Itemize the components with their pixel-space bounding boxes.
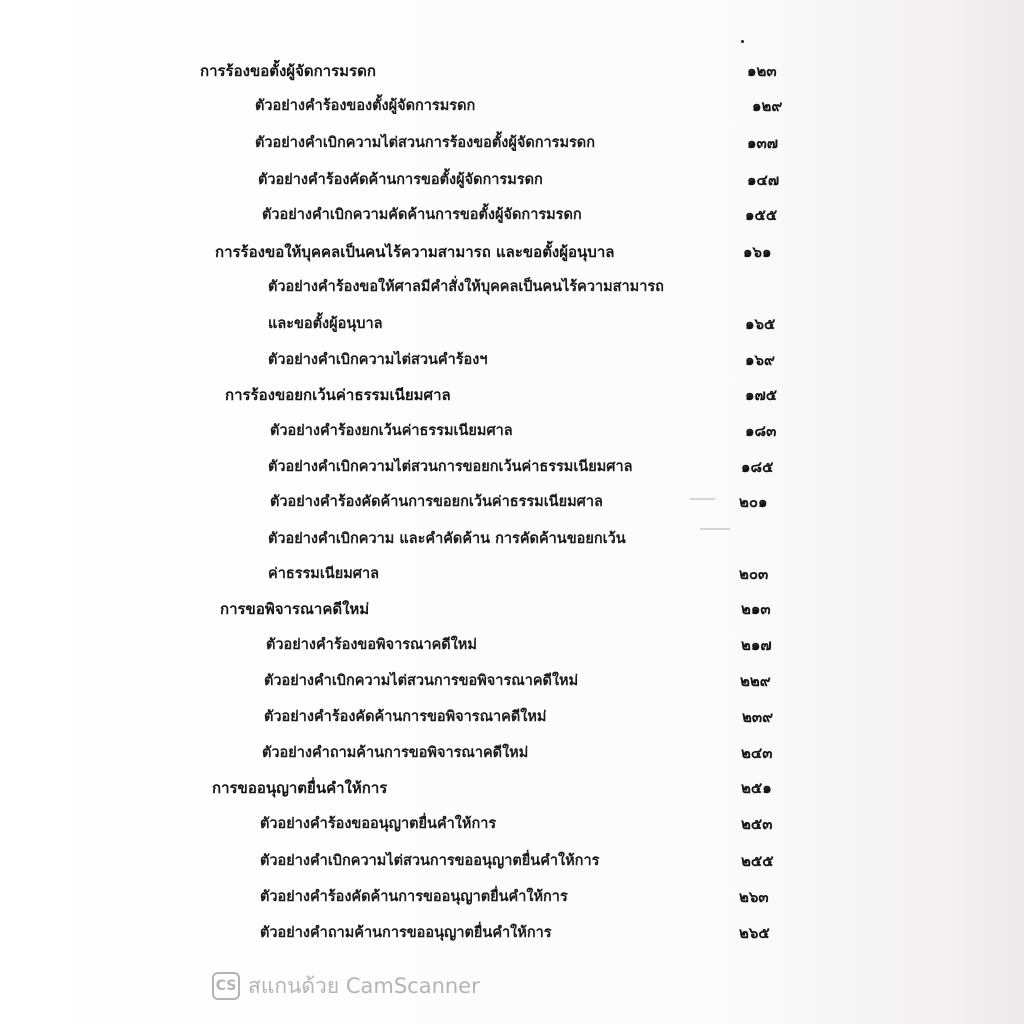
toc-entry-title: ตัวอย่างคำร้องของตั้งผู้จัดการมรดก (255, 97, 476, 114)
scan-artifact (690, 498, 715, 500)
toc-entry-title: ตัวอย่างคำร้องคัดค้านการขอพิจารณาคดีใหม่ (264, 708, 547, 725)
toc-section-title: การร้องขอตั้งผู้จัดการมรดก (200, 62, 376, 80)
toc-page-number: ๑๗๕ (745, 386, 778, 404)
toc-entry-title: ตัวอย่างคำร้องคัดค้านการขออนุญาตยื่นคำให้การ (260, 888, 568, 905)
toc-entry-title: ค่าธรรมเนียมศาล (268, 565, 379, 582)
watermark-text: สแกนด้วย CamScanner (248, 973, 480, 998)
scan-dot (741, 40, 744, 43)
toc-page-number: ๑๓๗ (747, 134, 779, 152)
toc-entry-title: ตัวอย่างคำร้องขออนุญาตยื่นคำให้การ (260, 815, 497, 832)
toc-entry-title: และขอตั้งผู้อนุบาล (268, 315, 383, 332)
toc-entry-title: ตัวอย่างคำเบิกความ และคำคัดค้าน การคัดค้านขอยกเว้น (268, 530, 626, 547)
toc-section-title: การขออนุญาตยื่นคำให้การ (212, 779, 388, 797)
toc-page-number: ๒๕๕ (741, 852, 774, 870)
toc-page-number: ๒๑๗ (741, 636, 772, 654)
toc-page-number: ๒๖๕ (739, 924, 770, 942)
toc-page-number: ๑๖๑ (743, 243, 772, 261)
camscanner-watermark (212, 970, 480, 1002)
toc-page-number: ๑๒๙ (752, 97, 783, 115)
toc-entry-title: ตัวอย่างคำเบิกความไต่สวนการขอยกเว้นค่าธรรมเนียมศาล (268, 458, 633, 475)
toc-entry-title: ตัวอย่างคำถามค้านการขอพิจารณาคดีใหม่ (262, 744, 529, 761)
toc-entry-title: ตัวอย่างคำเบิกความไต่สวนคำร้องฯ (268, 351, 488, 368)
toc-entry-title: ตัวอย่างคำร้องคัดค้านการขอตั้งผู้จัดการมรดก (258, 171, 543, 188)
toc-entry-title: ตัวอย่างคำร้องยกเว้นค่าธรรมเนียมศาล (270, 422, 513, 439)
page-edge-shadow (834, 0, 1024, 1024)
toc-page-number: ๑๖๙ (745, 351, 776, 369)
toc-entry-title: ตัวอย่างคำถามค้านการขออนุญาตยื่นคำให้การ (260, 924, 552, 941)
toc-page-number: ๑๒๓ (747, 62, 777, 80)
toc-page-number: ๒๑๓ (741, 600, 771, 618)
toc-page-number: ๑๘๓ (745, 422, 777, 440)
toc-page-number: ๒๖๓ (739, 888, 769, 906)
toc-section-title: การร้องขอยกเว้นค่าธรรมเนียมศาล (225, 386, 451, 404)
toc-entry-title: ตัวอย่างคำเบิกความไต่สวนการขออนุญาตยื่นคำให้การ (260, 852, 600, 869)
toc-section-title: การขอพิจารณาคดีใหม่ (220, 600, 370, 618)
scan-artifact (700, 528, 730, 530)
toc-entry-title: ตัวอย่างคำเบิกความไต่สวนการร้องขอตั้งผู้จัดการมรดก (255, 134, 595, 151)
toc-page-number: ๑๖๕ (745, 315, 776, 333)
toc-page-number: ๒๐๓ (739, 565, 769, 583)
toc-page-number: ๒๔๓ (741, 744, 773, 762)
toc-page-number: ๒๕๑ (741, 779, 772, 797)
toc-entry-title: ตัวอย่างคำเบิกความไต่สวนการขอพิจารณาคดีใหม่ (264, 672, 579, 689)
toc-page-number: ๒๕๓ (741, 815, 773, 833)
toc-page-number: ๒๒๙ (740, 672, 771, 690)
toc-page-number: ๑๕๕ (745, 206, 778, 224)
toc-entry-title: ตัวอย่างคำร้องขอพิจารณาคดีใหม่ (266, 636, 477, 653)
toc-entry-title: ตัวอย่างคำร้องคัดค้านการขอยกเว้นค่าธรรมเนียมศาล (270, 493, 603, 510)
toc-page-number: ๒๐๑ (739, 493, 768, 511)
toc-entry-title: ตัวอย่างคำเบิกความคัดค้านการขอตั้งผู้จัดการมรดก (262, 206, 582, 223)
toc-entry-title: ตัวอย่างคำร้องขอให้ศาลมีคำสั่งให้บุคคลเป็นคนไร้ความสามารถ (268, 278, 664, 295)
toc-section-title: การร้องขอให้บุคคลเป็นคนไร้ความสามารถ และขอตั้งผู้อนุบาล (215, 243, 615, 261)
camscanner-logo-icon: CS (212, 972, 240, 1000)
toc-page-number: ๑๔๗ (747, 171, 780, 189)
toc-page-number: ๒๓๙ (742, 708, 774, 726)
toc-page-number: ๑๘๕ (741, 458, 774, 476)
